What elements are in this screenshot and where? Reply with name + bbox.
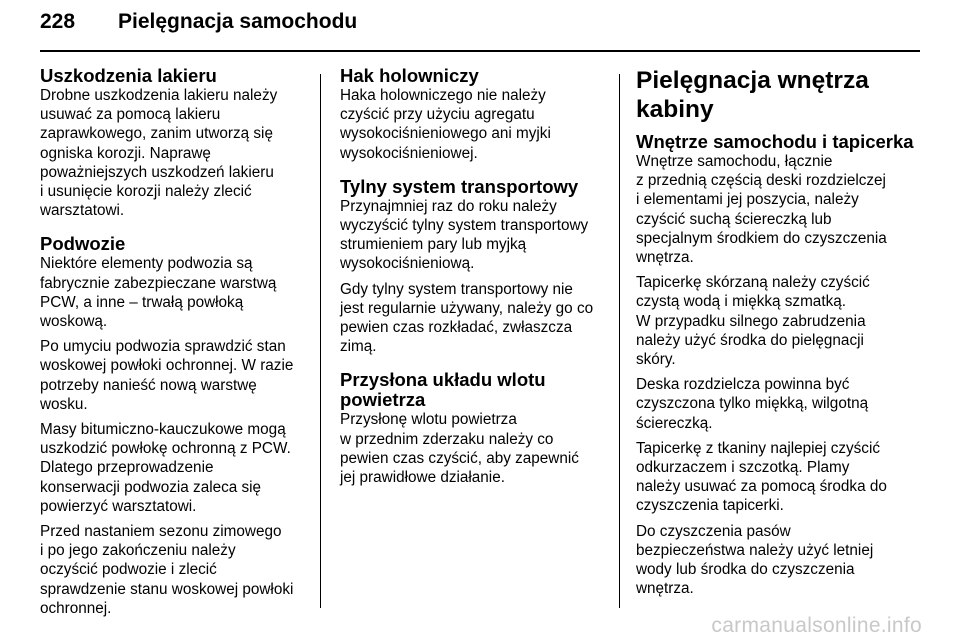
paragraph: Przynajmniej raz do roku należy wyczyścić tylny system transportowy strumieniem pary lub myjką wysokociśnieniową. <box>340 197 589 273</box>
page-number: 228 <box>40 10 76 33</box>
column-left <box>40 66 312 632</box>
paragraph: Drobne uszkodzenia lakieru należy usuwać za pomocą lakieru zaprawkowego, zanim utworzą się ogniska korozji. Naprawę poważniejszych uszkodzeń lakieru i usunięcie korozji należy zlecić warsztatowi. <box>40 87 278 220</box>
column-middle <box>340 66 606 501</box>
section-heading: Przysłona układu wlotu powietrza <box>340 369 546 411</box>
section-heading: Uszkodzenia lakieru <box>40 65 217 86</box>
section-heading: Tylny system transportowy <box>340 175 579 197</box>
paragraph: Wnętrze samochodu, łącznie z przednią częścią deski rozdzielczej i elementami jej poszycia, należy czyścić suchą ściereczką lub specjalnym środkiem do czyszczenia wnętrza. <box>636 153 887 267</box>
section-interior-upholstery <box>636 132 926 598</box>
chapter-heading: Pielęgnacja wnętrza kabiny <box>636 67 869 123</box>
paragraph: Niektóre elementy podwozia są fabrycznie zabezpieczane warstwą PCW, a inne – trwałą powłoką woskową. <box>40 255 277 331</box>
paragraph: Do czyszczenia pasów bezpieczeństwa należy użyć letniej wody lub środka do czyszczenia wnętrza. <box>636 522 874 598</box>
section-paint-damage <box>40 66 312 220</box>
paragraph: Deska rozdzielcza powinna być czyszczona tylko miękką, wilgotną ściereczką. <box>636 376 869 432</box>
section-tow-hook <box>340 66 606 163</box>
paragraph: Tapicerkę skórzaną należy czyścić czystą wodą i miękką szmatką. W przypadku silnego zabrudzenia należy użyć środka do pielęgnacji skóry. <box>636 274 870 369</box>
section-heading: Hak holowniczy <box>340 65 479 86</box>
paragraph: Przysłonę wlotu powietrza w przednim zderzaku należy co pewien czas czyścić, aby zapewnić jej prawidłowe działanie. <box>340 411 579 487</box>
column-divider <box>320 74 321 608</box>
section-rear-carrier <box>340 177 606 357</box>
page-title: Pielęgnacja samochodu <box>118 10 358 33</box>
section-air-intake-shutter <box>340 370 606 487</box>
watermark: carmanualsonline.info <box>711 614 922 637</box>
paragraph: Po umyciu podwozia sprawdzić stan woskowej powłoki ochronnej. W razie potrzeby nanieść nową warstwę wosku. <box>40 338 294 413</box>
paragraph: Masy bitumiczno-kauczukowe mogą uszkodzić powłokę ochronną z PCW. Dlatego przeprowadzenie konserwacji podwozia zaleca się powierzyć warsztatowi. <box>40 421 291 515</box>
paragraph: Haka holowniczego nie należy czyścić przy użyciu agregatu wysokociśnieniowego ani myjki wysokociśnieniowej. <box>340 87 551 162</box>
paragraph: Tapicerkę z tkaniny najlepiej czyścić odkurzaczem i szczotką. Plamy należy usuwać za pomocą środka do czyszczenia tapicerki. <box>636 439 887 515</box>
header-rule <box>40 50 920 52</box>
column-right <box>636 66 926 612</box>
section-underbody <box>40 234 312 618</box>
section-heading: Podwozie <box>40 233 126 255</box>
paragraph: Gdy tylny system transportowy nie jest regularnie używany, należy go co pewien czas rozkładać, zwłaszcza zimą. <box>340 280 594 356</box>
column-divider <box>619 74 620 608</box>
page-header <box>40 10 357 34</box>
paragraph: Przed nastaniem sezonu zimowego i po jego zakończeniu należy oczyścić podwozie i zlecić sprawdzenie stanu woskowej powłoki ochronnej. <box>40 523 294 617</box>
section-heading: Wnętrze samochodu i tapicerka <box>636 131 914 152</box>
